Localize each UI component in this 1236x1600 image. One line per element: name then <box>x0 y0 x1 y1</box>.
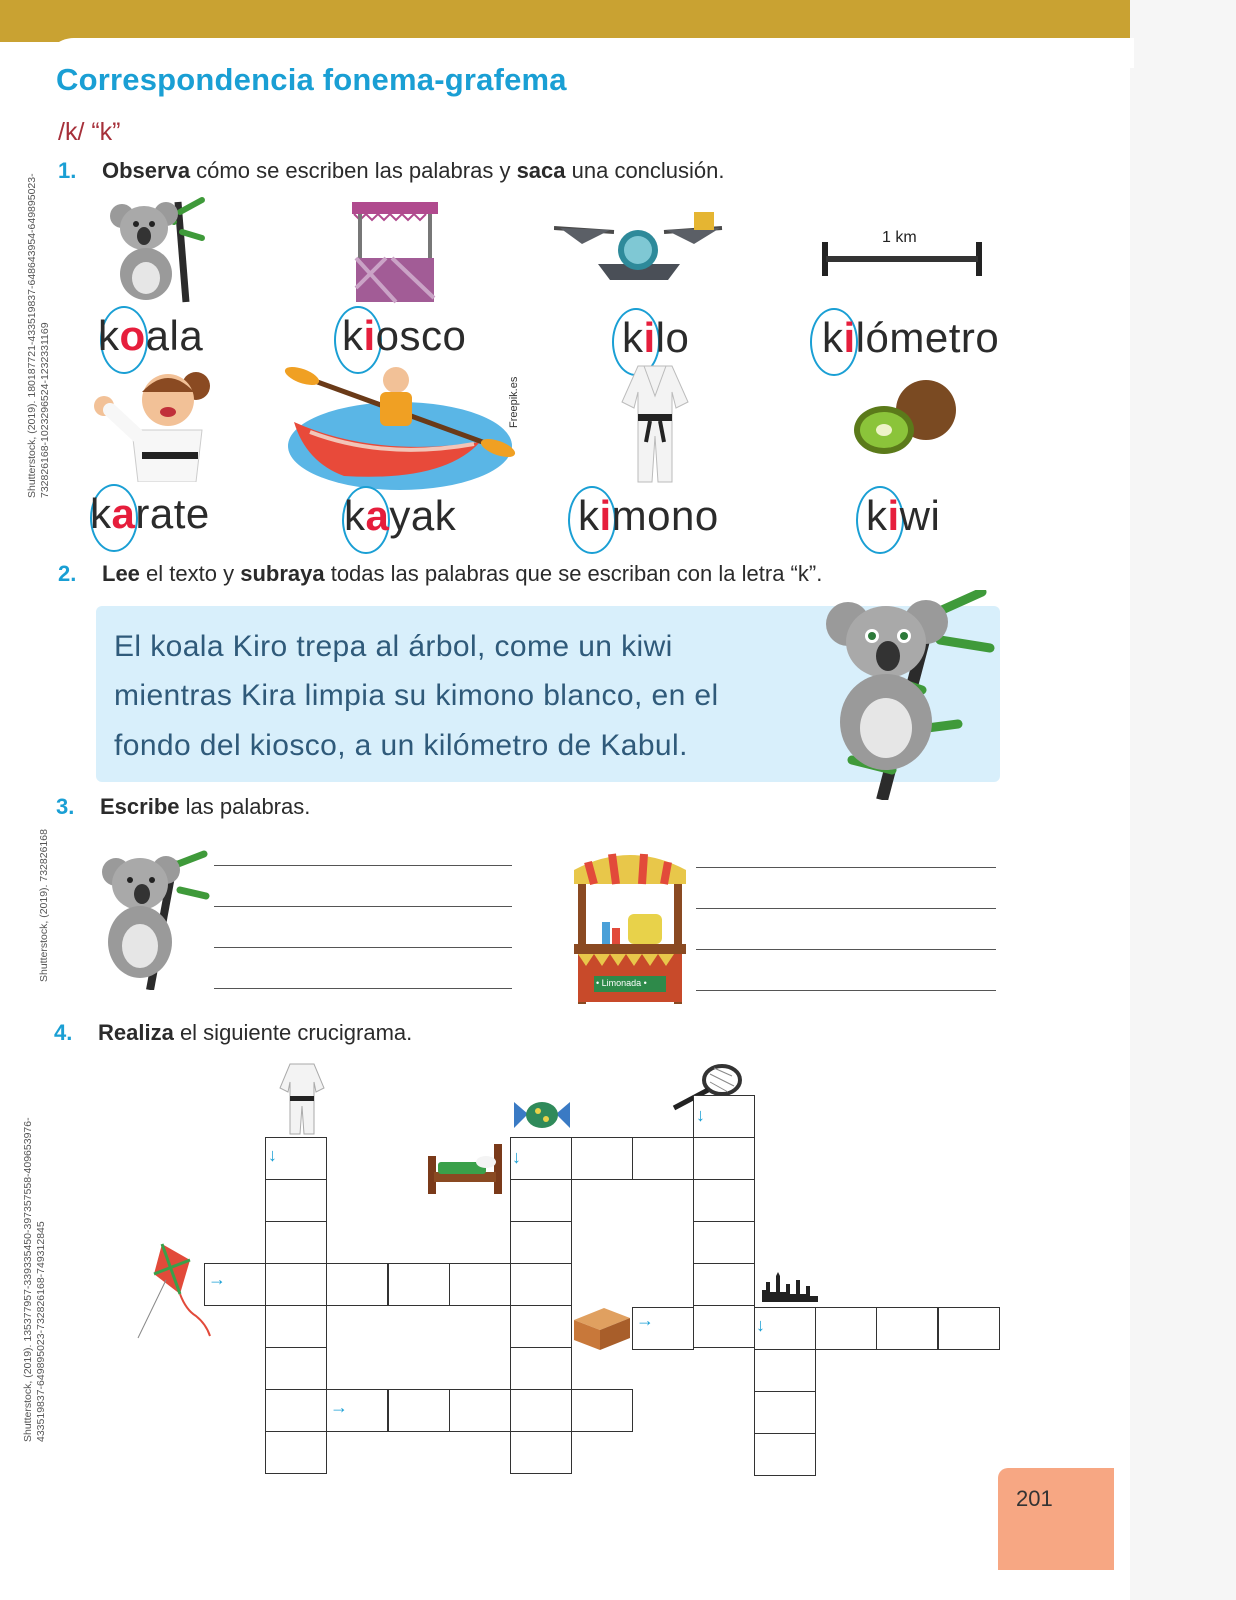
writing-line[interactable] <box>696 949 996 950</box>
kiosk-sign: • Limonada • <box>596 978 647 988</box>
page-title: Correspondencia fonema-grafema <box>56 62 567 97</box>
karate-girl-icon <box>92 366 222 482</box>
crossword-cell[interactable] <box>632 1137 694 1180</box>
word-kayak: kayak <box>344 492 457 539</box>
writing-line[interactable] <box>214 865 512 866</box>
question-4-text: Realiza el siguiente crucigrama. <box>98 1020 413 1045</box>
crossword-cell[interactable] <box>510 1431 572 1474</box>
bed-icon <box>426 1140 506 1196</box>
crossword-cell[interactable] <box>938 1307 1000 1350</box>
right-arrow-icon: → <box>208 1269 226 1289</box>
crossword-cell[interactable] <box>265 1263 327 1306</box>
crossword-cell[interactable] <box>510 1389 572 1432</box>
crossword-cell[interactable] <box>449 1389 511 1432</box>
crossword-cell[interactable] <box>265 1347 327 1390</box>
km-label: 1 km <box>882 229 917 246</box>
word-kimono: kimono <box>578 492 719 539</box>
crossword-cell[interactable] <box>876 1307 938 1350</box>
question-4-number: 4. <box>54 1020 73 1045</box>
word-koala: koala <box>98 312 204 359</box>
crossword-cell[interactable] <box>754 1433 816 1476</box>
reading-line-3: fondo del kiosco, a un kilómetro de Kabul. <box>114 729 688 762</box>
kayak-icon <box>284 362 516 494</box>
crossword-cell[interactable] <box>388 1263 450 1306</box>
question-2-text: Lee el texto y subraya todas las palabras que se escriban con la letra “k”. <box>102 561 823 586</box>
koala-icon <box>100 850 212 990</box>
page-number-tab <box>998 1468 1114 1570</box>
word-kiosco: kiosco <box>342 312 467 359</box>
reading-line-1: El koala Kiro trepa al árbol, come un kiwi <box>114 630 673 663</box>
writing-line[interactable] <box>214 988 512 989</box>
down-arrow-icon: ↓ <box>696 1105 705 1125</box>
image-credit-middle: Shutterstock, (2019). 732826168 <box>38 829 50 982</box>
writing-line[interactable] <box>214 947 512 948</box>
reading-line-2: mientras Kira limpia su kimono blanco, en el <box>114 679 719 712</box>
question-1-text: Observa cómo se escriben las palabras y saca una conclusión. <box>102 158 725 183</box>
down-arrow-icon: ↓ <box>268 1145 277 1165</box>
right-arrow-icon: → <box>636 1310 654 1330</box>
scale-icon <box>554 210 724 286</box>
phoneme-subtitle: /k/ “k” <box>58 118 121 146</box>
word-kilo: kilo <box>622 314 690 361</box>
kiosk-icon <box>352 198 438 304</box>
kimono-icon <box>620 362 690 486</box>
crossword-cell[interactable] <box>510 1305 572 1348</box>
crossword-cell[interactable] <box>265 1221 327 1264</box>
down-arrow-icon: ↓ <box>756 1315 765 1335</box>
image-credit-bottom: Shutterstock, (2019). 135377957-339335450-397357558-409653976- 433519837-649895023-732826168-749312845 <box>22 1117 47 1442</box>
crossword-cell[interactable] <box>510 1263 572 1306</box>
crossword-cell[interactable] <box>388 1389 450 1432</box>
koala-icon <box>108 192 208 304</box>
crossword-cell[interactable] <box>693 1179 755 1222</box>
kiwi-icon <box>850 378 960 464</box>
question-3-text: Escribe las palabras. <box>100 794 311 819</box>
freepik-credit: Freepik.es <box>508 376 520 428</box>
crossword-cell[interactable] <box>265 1431 327 1474</box>
crossword-cell[interactable] <box>510 1347 572 1390</box>
crossword-cell[interactable] <box>571 1137 633 1180</box>
crossword-cell[interactable] <box>510 1179 572 1222</box>
crossword-cell[interactable] <box>754 1349 816 1392</box>
word-karate: karate <box>90 490 210 537</box>
right-arrow-icon: → <box>330 1397 348 1417</box>
image-credit-top: Shutterstock, (2019). 180187721-433519837-648643954-649895023- 732826168-1023296524-1232331169 <box>26 173 51 498</box>
crossword-cell[interactable] <box>265 1389 327 1432</box>
top-color-band <box>0 0 1130 42</box>
writing-line[interactable] <box>214 906 512 907</box>
crossword-cell[interactable] <box>265 1305 327 1348</box>
crossword-cell[interactable] <box>693 1221 755 1264</box>
down-arrow-icon: ↓ <box>512 1147 521 1167</box>
writing-line[interactable] <box>696 908 996 909</box>
crossword-cell[interactable] <box>510 1221 572 1264</box>
word-kiwi: kiwi <box>866 492 941 539</box>
page-edge <box>1130 0 1236 1600</box>
word-kilometro: kilómetro <box>822 314 1000 361</box>
crossword-cell[interactable] <box>754 1391 816 1434</box>
crossword-cell[interactable] <box>326 1263 388 1306</box>
ruler-icon <box>820 240 984 278</box>
crossword-cell[interactable] <box>815 1307 877 1350</box>
writing-line[interactable] <box>696 867 996 868</box>
crossword-cell[interactable] <box>693 1137 755 1180</box>
city-skyline-icon <box>760 1270 820 1302</box>
kimono-icon <box>278 1062 326 1136</box>
question-1-number: 1. <box>58 158 77 183</box>
question-3-number: 3. <box>56 794 75 819</box>
crossword-cell[interactable] <box>449 1263 511 1306</box>
writing-line[interactable] <box>696 990 996 991</box>
crossword-cell[interactable] <box>571 1389 633 1432</box>
crossword-cell[interactable] <box>693 1263 755 1306</box>
koala-icon <box>822 590 998 800</box>
page-number: 201 <box>1016 1486 1053 1511</box>
candy-icon <box>512 1094 572 1138</box>
box-icon <box>572 1302 632 1352</box>
crossword-cell[interactable] <box>265 1179 327 1222</box>
question-2-number: 2. <box>58 561 77 586</box>
crossword-cell[interactable] <box>693 1305 755 1348</box>
